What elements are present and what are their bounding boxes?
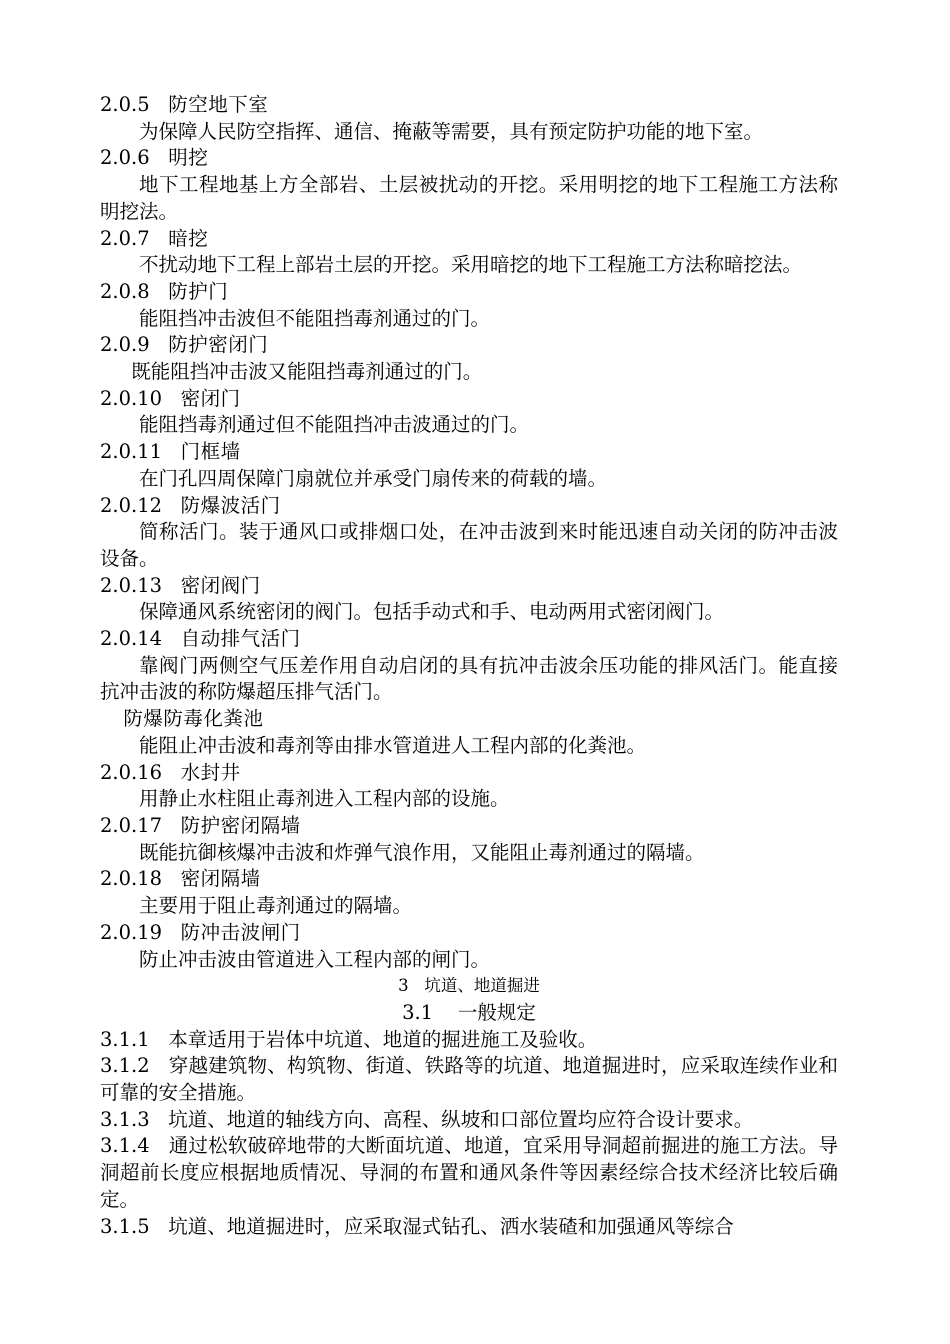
definition-heading — [100, 279, 838, 306]
clause-text: 穿越建筑物、构筑物、街道、铁路等的坑道、地道掘进时，应采取连续作业和可靠的安全措施。 — [100, 1054, 838, 1105]
section-heading — [100, 1000, 838, 1027]
clause — [100, 1214, 838, 1241]
definition-term: 防冲击波闸门 — [180, 920, 301, 944]
definition-heading — [100, 760, 838, 787]
definition-heading — [100, 626, 838, 653]
definition-term: 防空地下室 — [168, 93, 269, 116]
definition-text: 靠阀门两侧空气压差作用自动启闭的具有抗冲击波余压功能的排风活门。能直接抗冲击波的称防爆超压排气活门。 — [100, 653, 838, 704]
definition-number: 2.0.18 — [100, 867, 163, 891]
definition-term: 水封井 — [180, 760, 241, 784]
definition-text: 在门孔四周保障门扇就位并承受门扇传来的荷载的墙。 — [139, 466, 608, 490]
definition-text: 不扰动地下工程上部岩土层的开挖。采用暗挖的地下工程施工方法称暗挖法。 — [139, 253, 803, 277]
definition-heading — [100, 145, 838, 172]
definition-text: 地下工程地基上方全部岩、土层被扰动的开挖。采用明挖的地下工程施工方法称明挖法。 — [100, 173, 838, 223]
definition-heading — [100, 332, 838, 359]
clause-number: 3.1.4 — [100, 1134, 150, 1158]
definition-number: 2.0.5 — [100, 93, 150, 116]
clauses-list — [100, 1027, 838, 1241]
definition-text: 为保障人民防空指挥、通信、掩蔽等需要，具有预定防护功能的地下室。 — [139, 119, 764, 143]
definition-number: 2.0.14 — [100, 627, 163, 651]
clause-text: 坑道、地道的轴线方向、高程、纵坡和口部位置均应符合设计要求。 — [168, 1107, 754, 1131]
chapter-number: 3 — [398, 976, 409, 996]
definition-heading — [100, 92, 838, 119]
section-number: 3.1 — [402, 1000, 434, 1024]
definition-term: 密闭阀门 — [180, 573, 261, 597]
clause-text: 通过松软破碎地带的大断面坑道、地道，宜采用导洞超前掘进的施工方法。导洞超前长度应根据地质情况、导洞的布置和通风条件等因素经综合技术经济比较后确定。 — [100, 1134, 838, 1211]
definition-heading — [100, 439, 838, 466]
definition-text: 能阻挡毒剂通过但不能阻挡冲击波通过的门。 — [139, 413, 530, 437]
definition-text: 既能抗御核爆冲击波和炸弹气浪作用，又能阻止毒剂通过的隔墙。 — [139, 840, 705, 864]
definition-number: 2.0.19 — [100, 920, 163, 944]
definition-text: 简称活门。装于通风口或排烟口处，在冲击波到来时能迅速自动关闭的防冲击波设备。 — [100, 520, 838, 570]
clause-number: 3.1.5 — [100, 1214, 150, 1238]
definition-number: 2.0.13 — [100, 573, 163, 597]
definition-number: 2.0.17 — [100, 813, 163, 837]
clause — [100, 1027, 838, 1054]
definition-term: 防护密闭隔墙 — [180, 813, 301, 837]
definition-number: 2.0.11 — [100, 440, 163, 464]
definition-number: 2.0.7 — [100, 226, 150, 250]
definition-term: 防护门 — [168, 279, 229, 303]
definition-number: 2.0.6 — [100, 146, 150, 170]
definition-heading — [100, 920, 838, 947]
definition-text: 防止冲击波由管道进入工程内部的闸门。 — [139, 947, 491, 971]
clause — [100, 1053, 838, 1106]
clause-number: 3.1.3 — [100, 1107, 150, 1131]
definition-text: 能阻止冲击波和毒剂等由排水管道进人工程内部的化粪池。 — [139, 733, 647, 757]
definition-number: 2.0.9 — [100, 333, 150, 357]
definitions-list — [100, 92, 838, 973]
clause-text: 坑道、地道掘进时，应采取湿式钻孔、洒水装碴和加强通风等综合 — [168, 1214, 734, 1238]
definition-term: 防爆波活门 — [180, 493, 281, 517]
chapter-title: 坑道、地道掘进 — [424, 976, 540, 996]
clause-number: 3.1.2 — [100, 1054, 150, 1078]
definition-heading — [100, 226, 838, 253]
definition-text: 用静止水柱阻止毒剂进入工程内部的设施。 — [139, 787, 510, 811]
definition-heading — [100, 706, 838, 733]
definition-number: 2.0.8 — [100, 279, 150, 303]
definition-heading — [100, 493, 838, 520]
definition-term: 门框墙 — [180, 440, 241, 464]
definition-text: 主要用于阻止毒剂通过的隔墙。 — [139, 894, 413, 918]
definition-number: 2.0.12 — [100, 493, 163, 517]
definition-term: 暗挖 — [168, 226, 209, 250]
clause — [100, 1107, 838, 1134]
clause-number: 3.1.1 — [100, 1027, 150, 1051]
definition-heading — [100, 813, 838, 840]
definition-number: 2.0.10 — [100, 386, 163, 410]
definition-term: 密闭门 — [180, 386, 241, 410]
definition-term: 防爆防毒化粪池 — [123, 707, 264, 731]
definition-text: 保障通风系统密闭的阀门。包括手动式和手、电动两用式密闭阀门。 — [139, 600, 725, 624]
definition-term: 自动排气活门 — [180, 627, 301, 651]
definition-number: 2.0.16 — [100, 760, 163, 784]
section-title: 一般规定 — [457, 1000, 536, 1024]
clause-text: 本章适用于岩体中坑道、地道的掘进施工及验收。 — [168, 1027, 598, 1051]
definition-text: 能阻挡冲击波但不能阻挡毒剂通过的门。 — [139, 306, 491, 330]
definition-term: 防护密闭门 — [168, 333, 269, 357]
document-page — [100, 92, 838, 1240]
clause — [100, 1133, 838, 1213]
definition-term: 密闭隔墙 — [180, 867, 261, 891]
chapter-heading — [100, 973, 838, 1000]
definition-term: 明挖 — [168, 146, 209, 170]
definition-heading — [100, 386, 838, 413]
definition-heading — [100, 573, 838, 600]
definition-heading — [100, 866, 838, 893]
definition-text: 既能阻挡冲击波又能阻挡毒剂通过的门。 — [131, 360, 483, 384]
